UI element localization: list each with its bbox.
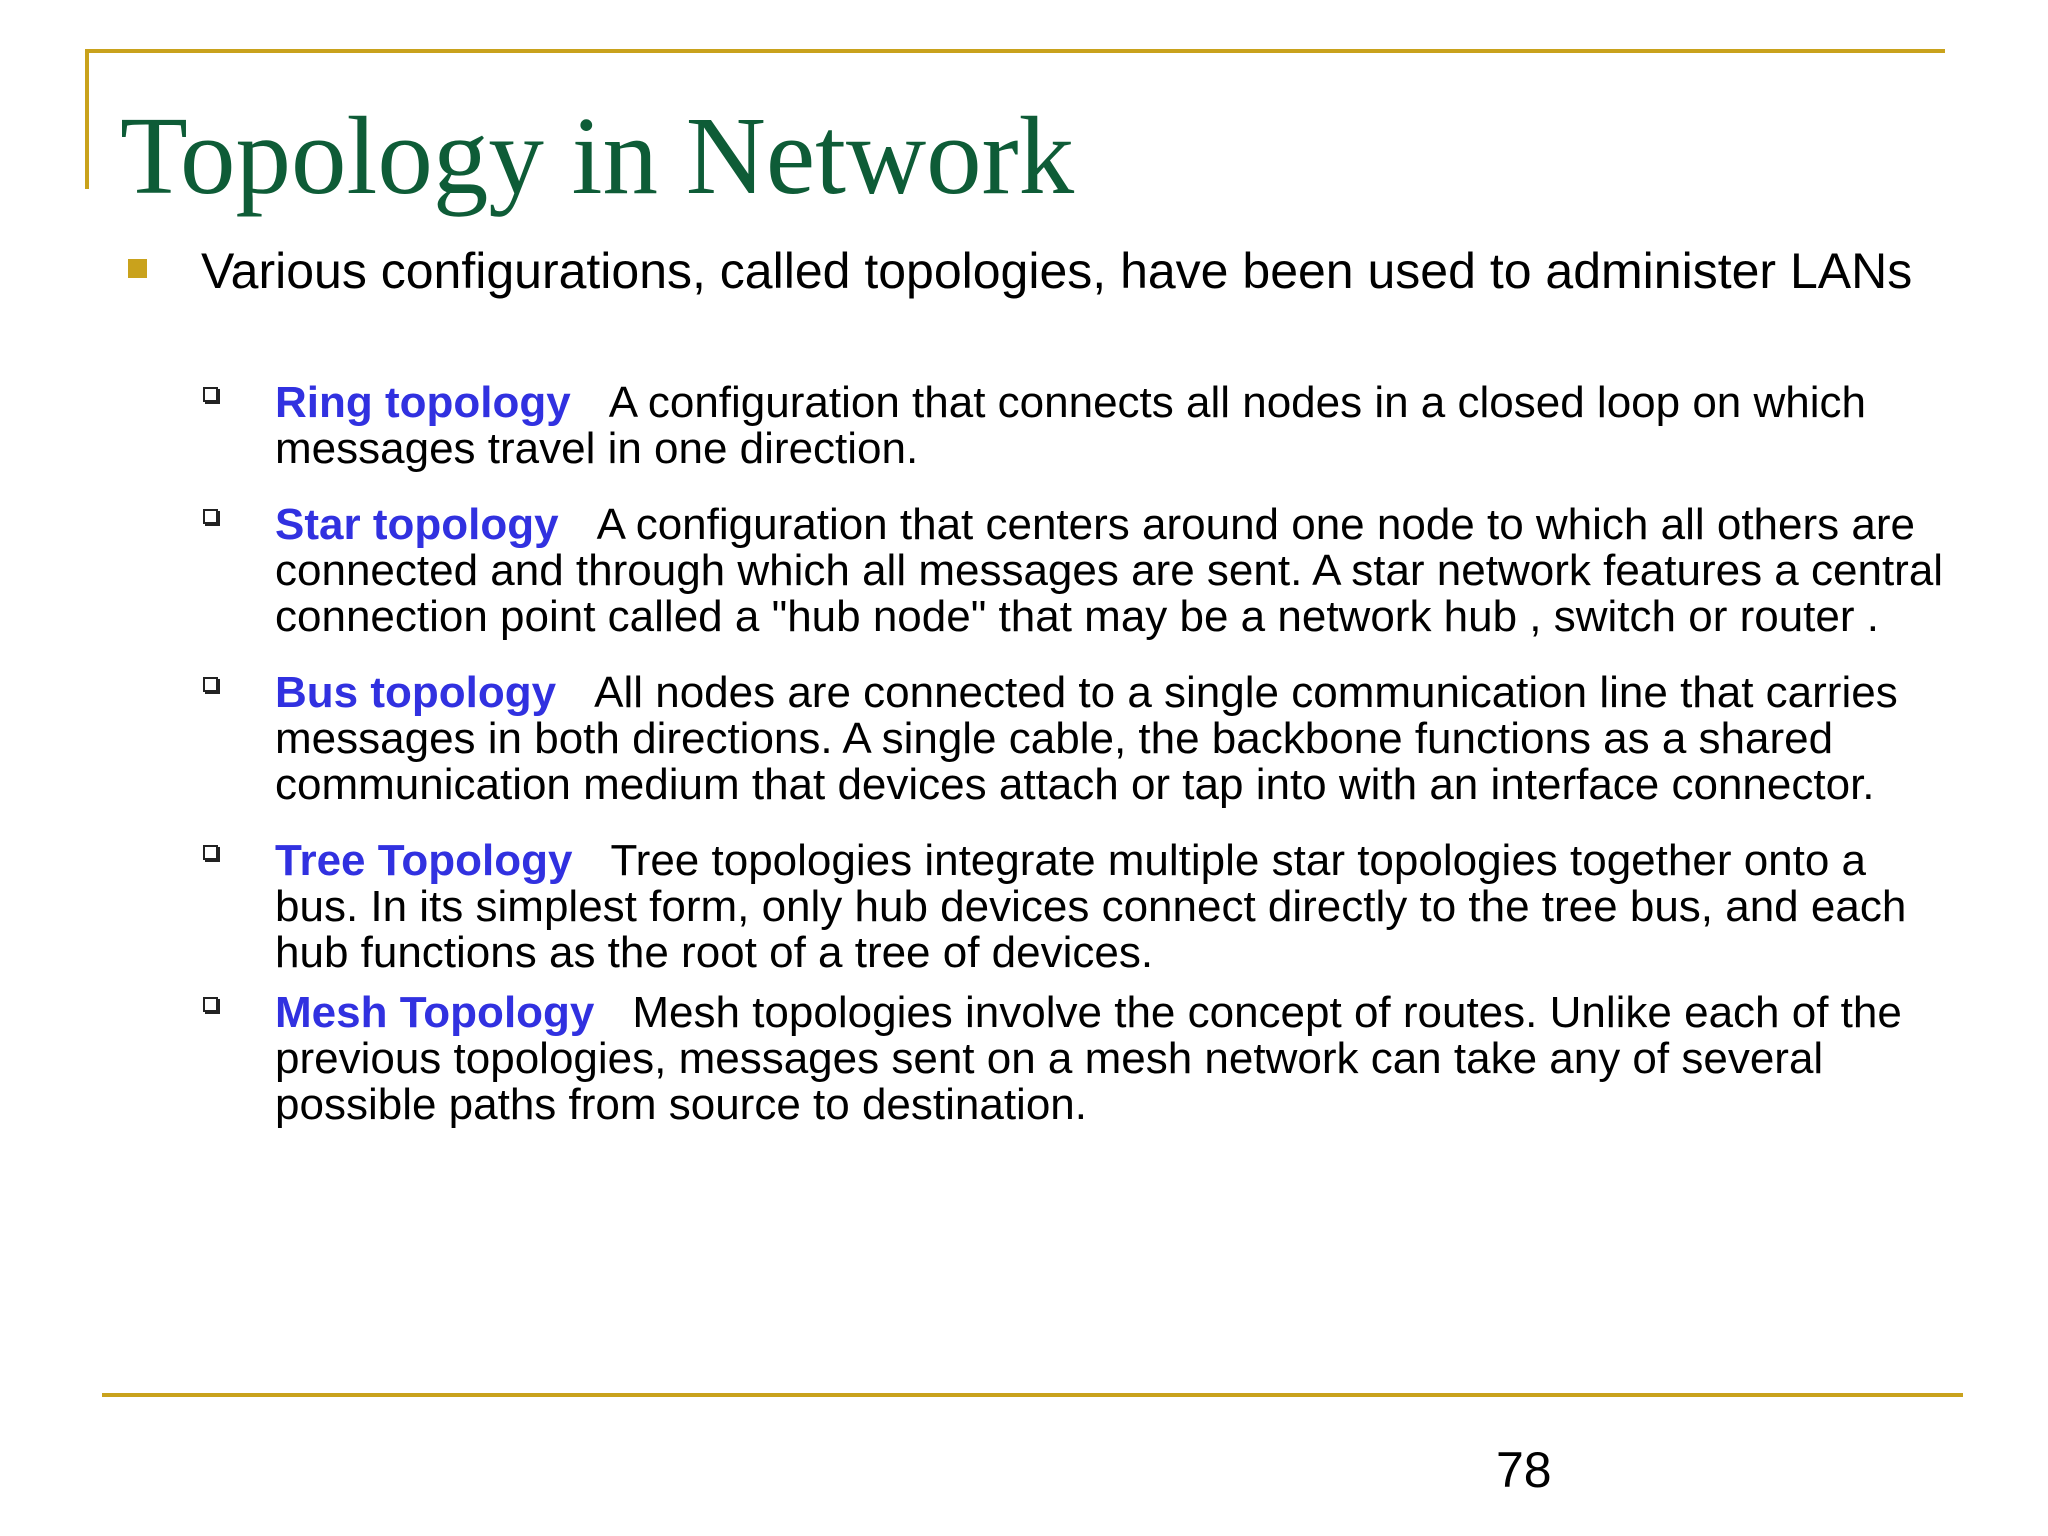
term-star-topology: Star topology: [275, 500, 559, 549]
term-mesh-topology: Mesh Topology: [275, 988, 595, 1037]
topology-list: [200, 380, 1960, 1158]
description-tree-topology: Tree topologies integrate multiple star topologies together onto a bus. In its simplest form, only hub devices connect directly to the tree bus, and each hub functions as the root of a tree of devices.: [275, 836, 1907, 977]
page-number: 78: [1496, 1442, 1552, 1498]
left-frame-line: [85, 49, 89, 189]
description-star-topology: A configuration that centers around one node to which all others are connected and through which all messages are sent. A star network features a central connection point called a "hub node" that may be a network hub , switch or router .: [275, 500, 1944, 641]
top-frame-line: [85, 49, 1945, 53]
square-bullet-icon: [128, 259, 147, 278]
hollow-square-bullet-icon: [203, 387, 218, 402]
description-ring-topology: A configuration that connects all nodes in a closed loop on which messages travel in one direction.: [275, 378, 1866, 473]
term-bus-topology: Bus topology: [275, 668, 557, 717]
list-item-mesh: [200, 990, 1960, 1128]
bottom-frame-line: [102, 1393, 1963, 1397]
list-item-ring: [200, 380, 1960, 472]
intro-text: Various configurations, called topologies, have been used to administer LANs: [201, 243, 1913, 299]
hollow-square-bullet-icon: [203, 509, 218, 524]
hollow-square-bullet-icon: [203, 677, 218, 692]
list-item-tree: [200, 838, 1960, 976]
hollow-square-bullet-icon: [203, 845, 218, 860]
term-ring-topology: Ring topology: [275, 378, 571, 427]
term-tree-topology: Tree Topology: [275, 836, 573, 885]
list-item-bus: [200, 670, 1960, 808]
description-bus-topology: All nodes are connected to a single communication line that carries messages in both directions. A single cable, the backbone functions as a shared communication medium that devices attach or tap into with an interface connector.: [275, 668, 1898, 809]
hollow-square-bullet-icon: [203, 997, 218, 1012]
list-item-star: [200, 502, 1960, 640]
slide-title: Topology in Network: [120, 95, 1075, 218]
description-mesh-topology: Mesh topologies involve the concept of routes. Unlike each of the previous topologies, messages sent on a mesh network can take any of several possible paths from source to destination.: [275, 988, 1902, 1129]
